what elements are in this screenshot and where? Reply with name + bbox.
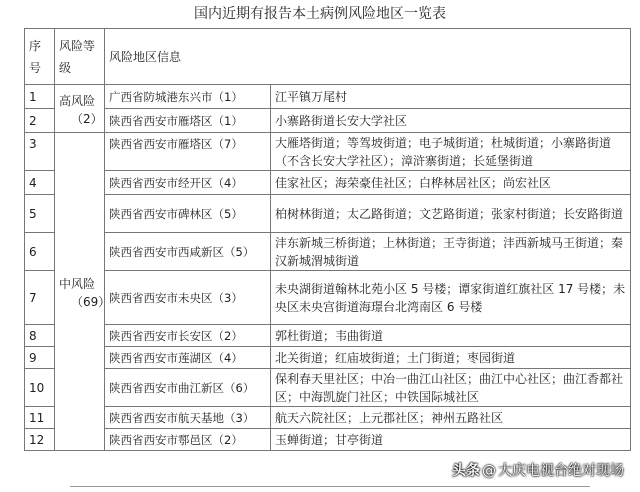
streets-cell: 保利春天里社区；中冶一曲江山社区；曲江中心社区；曲江香都社区；中海凯旋门社区；中铁国际城社区 (271, 369, 631, 407)
row-num: 10 (25, 369, 55, 407)
row-num: 12 (25, 429, 55, 451)
region-cell: 陕西省西安市经开区（4） (105, 171, 271, 195)
row-num: 5 (25, 195, 55, 233)
watermark-prefix: 头条 (452, 463, 480, 479)
risk-level-name: 高风险 (59, 93, 96, 108)
table-row (25, 369, 631, 407)
streets-cell: 北关街道；红庙坡街道；土门街道；枣园街道 (271, 347, 631, 369)
region-cell: 陕西省西安市碑林区（5） (105, 195, 271, 233)
header-num: 序号 (25, 29, 55, 85)
row-num: 8 (25, 325, 55, 347)
table-row (25, 109, 631, 133)
table-row (25, 429, 631, 451)
streets-cell: 沣东新城三桥街道；上林街道；王寺街道；沣西新城马王街道；秦汉新城渭城街道 (271, 233, 631, 271)
region-cell: 广西省防城港东兴市（1） (105, 85, 271, 109)
streets-cell: 玉蝉街道；甘亭街道 (271, 429, 631, 451)
region-cell: 陕西省西安市未央区（3） (105, 271, 271, 325)
row-num: 7 (25, 271, 55, 325)
row-num: 11 (25, 407, 55, 429)
row-num: 1 (25, 85, 55, 109)
watermark (452, 460, 624, 480)
table-row (25, 133, 631, 171)
risk-level-high (55, 85, 105, 133)
risk-level-count: （69） (71, 294, 111, 309)
region-cell: 陕西省西安市雁塔区（7） (105, 133, 271, 171)
table-row (25, 233, 631, 271)
bottom-divider (70, 486, 590, 487)
row-num: 9 (25, 347, 55, 369)
page-title: 国内近期有报告本土病例风险地区一览表 (194, 6, 446, 22)
streets-cell: 柏树林街道；太乙路街道；文艺路街道；张家村街道；长安路街道 (271, 195, 631, 233)
streets-cell: 郭杜街道；韦曲街道 (271, 325, 631, 347)
region-cell: 陕西省西安市雁塔区（1） (105, 109, 271, 133)
table-row (25, 271, 631, 325)
region-cell: 陕西省西安市曲江新区（6） (105, 369, 271, 407)
table-header-row (25, 29, 631, 85)
risk-level-count: （2） (71, 111, 103, 126)
table-row (25, 407, 631, 429)
risk-area-table (24, 28, 631, 451)
streets-cell: 佳家社区；海荣豪佳社区；白桦林居社区；尚宏社区 (271, 171, 631, 195)
table-row (25, 171, 631, 195)
region-cell: 陕西省西安市长安区（2） (105, 325, 271, 347)
watermark-account: 大庆电视台绝对现场 (498, 463, 624, 479)
table-row (25, 347, 631, 369)
table-row (25, 325, 631, 347)
streets-cell: 江平镇万尾村 (271, 85, 631, 109)
region-cell: 陕西省西安市莲湖区（4） (105, 347, 271, 369)
watermark-at: @ (482, 463, 496, 479)
region-cell: 陕西省西安市西咸新区（5） (105, 233, 271, 271)
row-num: 6 (25, 233, 55, 271)
row-num: 3 (25, 133, 55, 171)
risk-level-mid (55, 133, 111, 451)
row-num: 4 (25, 171, 55, 195)
table-row (25, 195, 631, 233)
header-level: 风险等级 (55, 29, 105, 85)
region-cell: 陕西省西安市鄠邑区（2） (105, 429, 271, 451)
header-region-info: 风险地区信息 (105, 29, 631, 85)
streets-cell: 小寨路街道长安大学社区 (271, 109, 631, 133)
streets-cell: 航天六院社区；上元郡社区；神州五路社区 (271, 407, 631, 429)
region-cell: 陕西省西安市航天基地（3） (105, 407, 271, 429)
table-row (25, 85, 631, 109)
risk-level-name: 中风险 (59, 276, 96, 291)
streets-cell: 未央湖街道翰林北苑小区 5 号楼；谭家街道红旗社区 17 号楼；未央区未央宫街道海璟台北湾南区 6 号楼 (271, 271, 631, 325)
streets-cell: 大雁塔街道；等驾坡街道；电子城街道；杜城街道；小寨路街道（不含长安大学社区）；漳浒寨街道；长延堡街道 (271, 133, 631, 171)
row-num: 2 (25, 109, 55, 133)
